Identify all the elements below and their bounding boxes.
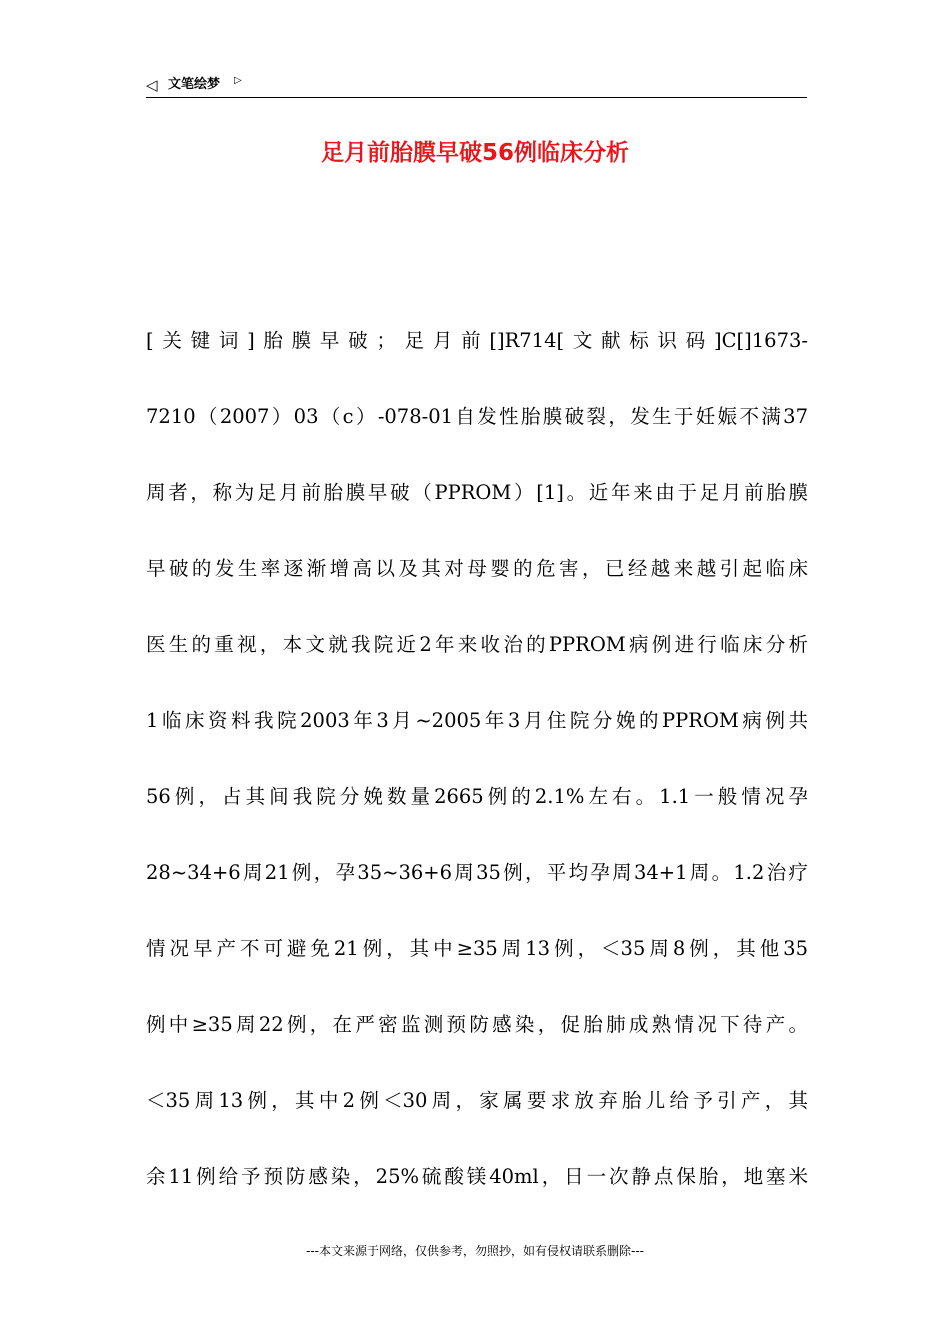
body-line: 医生的重视，本文就我院近2年来收治的PPROM病例进行临床分析 (146, 633, 808, 656)
document-body (146, 321, 808, 1233)
document-title: 足月前胎膜早破56例临床分析 (320, 140, 629, 166)
body-line: 7210（2007）03（c）-078-01自发性胎膜破裂，发生于妊娠不满37 (146, 405, 808, 428)
body-line: 周者，称为足月前胎膜早破（PPROM）[1]。近年来由于足月前胎膜 (146, 481, 808, 504)
page-header (146, 74, 806, 98)
body-line: 例中≥35周22例，在严密监测预防感染，促胎肺成熟情况下待产。 (146, 1013, 808, 1036)
header-divider (146, 97, 807, 98)
body-line: 余11例给予预防感染，25%硫酸镁40ml，日一次静点保胎，地塞米 (146, 1165, 808, 1188)
body-line: 1临床资料我院2003年3月~2005年3月住院分娩的PPROM病例共 (146, 709, 808, 732)
triangle-right-icon: ▷ (234, 75, 242, 86)
body-line: ＜35周13例，其中2例＜30周，家属要求放弃胎儿给予引产，其 (146, 1089, 808, 1112)
body-line: 56例，占其间我院分娩数量2665例的2.1%左右。1.1一般情况孕 (146, 785, 808, 808)
page-footer-disclaimer: ---本文来源于网络，仅供参考，勿照抄，如有侵权请联系删除--- (306, 1244, 644, 1258)
triangle-left-icon: ◁ (146, 76, 158, 94)
body-line: 情况早产不可避免21例，其中≥35周13例，＜35周8例，其他35 (146, 937, 808, 960)
body-line: 早破的发生率逐渐增高以及其对母婴的危害，已经越来越引起临床 (146, 557, 808, 580)
body-line: [关键词]胎膜早破；足月前[]R714[文献标识码]C[]1673- (146, 329, 808, 352)
body-line: 28~34+6周21例，孕35~36+6周35例，平均孕周34+1周。1.2治疗 (146, 861, 808, 884)
header-brand: 文笔绘梦 (168, 77, 221, 92)
